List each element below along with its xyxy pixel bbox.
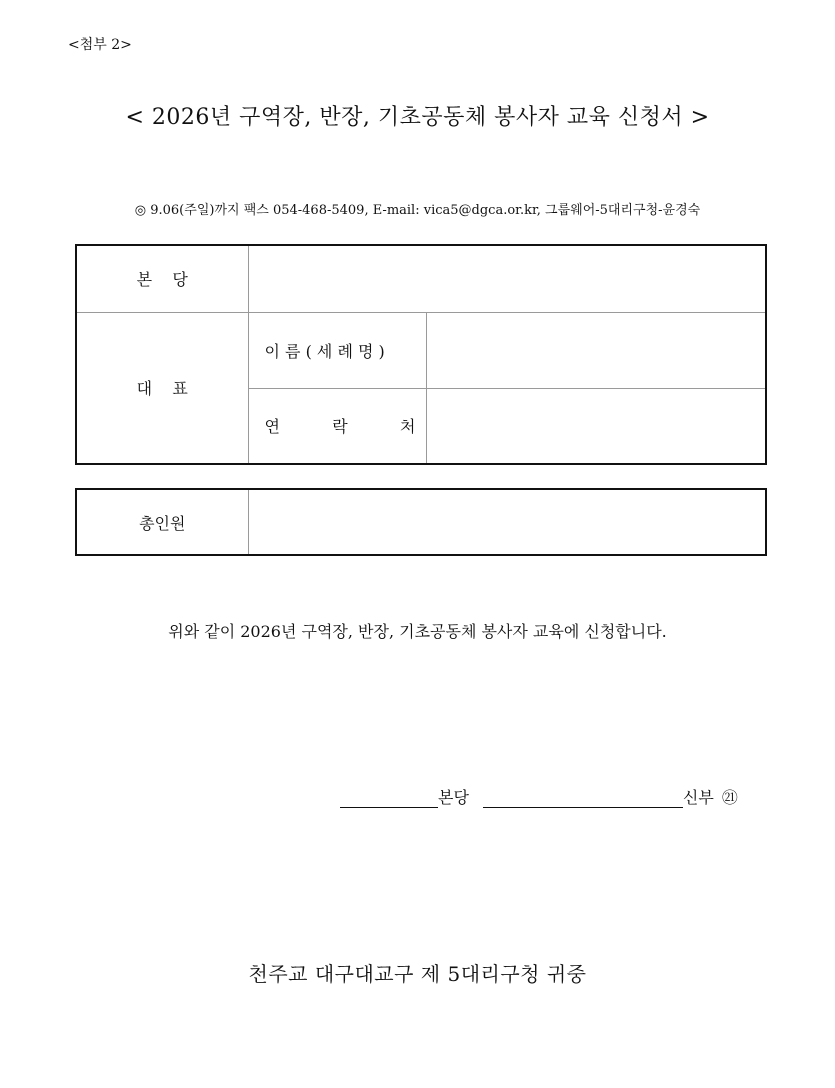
- representative-label: 대 표: [76, 312, 248, 464]
- total-table: [75, 488, 767, 556]
- parish-suffix: 본당: [438, 788, 469, 807]
- priest-name-blank[interactable]: [483, 789, 683, 808]
- contact-label-part: 처: [400, 417, 416, 437]
- recipient-line: 천주교 대구대교구 제 5대리구청 귀중: [248, 962, 587, 986]
- contact-label-part: 연: [264, 417, 280, 437]
- contact-label-part: 락: [332, 417, 348, 437]
- name-row: [76, 312, 766, 388]
- priest-suffix: 신부: [682, 788, 714, 807]
- application-statement: 위와 같이 2026년 구역장, 반장, 기초공동체 봉사자 교육에 신청합니다.: [168, 622, 667, 641]
- parish-name-blank[interactable]: [340, 789, 438, 808]
- name-input[interactable]: [426, 312, 766, 388]
- attachment-label: <첨부 2>: [68, 37, 132, 53]
- contact-input[interactable]: [426, 388, 766, 464]
- contact-label: [248, 388, 426, 464]
- signature-line: [340, 785, 738, 808]
- application-form-table: [75, 244, 767, 465]
- seal-icon: ㉑: [721, 788, 738, 807]
- submission-info: ◎ 9.06(주일)까지 팩스 054-468-5409, E-mail: vica5@dgca.or.kr, 그룹웨어-5대리구청-윤경숙: [134, 203, 701, 218]
- parish-input[interactable]: [248, 245, 766, 312]
- total-label: 총인원: [76, 489, 248, 555]
- page-title: < 2026년 구역장, 반장, 기초공동체 봉사자 교육 신청서 >: [125, 105, 710, 130]
- total-row: [76, 489, 766, 555]
- parish-label: 본 당: [76, 245, 248, 312]
- total-input[interactable]: [248, 489, 766, 555]
- parish-row: [76, 245, 766, 312]
- name-label: 이 름 ( 세 례 명 ): [248, 312, 426, 388]
